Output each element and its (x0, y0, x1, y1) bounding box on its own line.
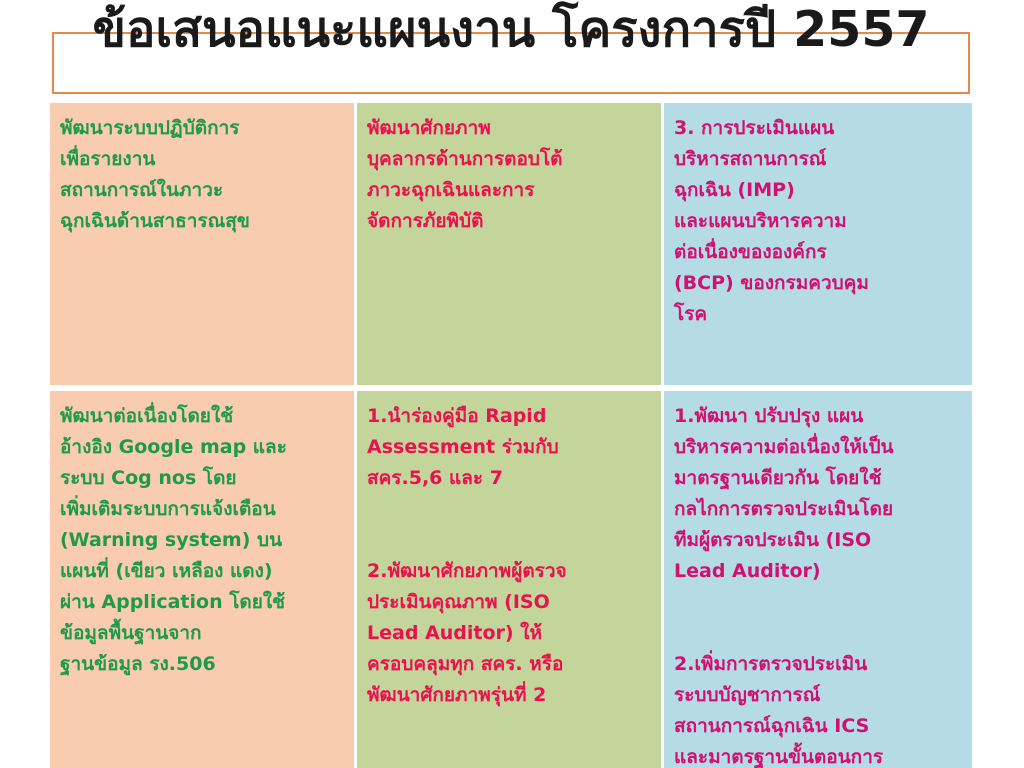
cell-item-1: 1.พัฒนา ปรับปรุง แผน บริหารความต่อเนื่องให้เป็น มาตรฐานเดียวกัน โดยใช้ กลไกการตรวจประเมินโดย ทีมผู้ตรวจประเมิน (ISO Lead Auditor) (674, 405, 894, 582)
table-cell-r1-c3 (664, 103, 972, 385)
cell-text: พัฒนาศักยภาพ บุคลากรด้านการตอบโต้ ภาวะฉุกเฉินและการ จัดการภัยพิบัติ (367, 117, 563, 232)
table-cell-r1-c2 (357, 103, 661, 385)
cell-item-2: 2.พัฒนาศักยภาพผู้ตรวจ ประเมินคุณภาพ (ISO Lead Auditor) ให้ ครอบคลุมทุก สคร. หรือ พัฒนาศักยภาพรุ่นที่ 2 (367, 560, 567, 706)
cell-text: พัฒนาต่อเนื่องโดยใช้ อ้างอิง Google map และ ระบบ Cog nos โดย เพิ่มเติมระบบการแจ้งเตือน (Warning system) บน แผนที่ (เขียว เหลือง แดง) ผ่าน Application โดยใช้ ข้อมูลพื้นฐานจาก ฐานข้อมูล รง.506 (60, 405, 287, 675)
table-cell-r2-c2 (357, 391, 661, 768)
table-cell-r1-c1 (50, 103, 354, 385)
cell-item-1: 1.นำร่องคู่มือ Rapid Assessment ร่วมกับ สคร.5,6 และ 7 (367, 405, 559, 489)
proposal-table (50, 103, 972, 768)
spacer (367, 494, 653, 556)
cell-item-2: 2.เพิ่มการตรวจประเมิน ระบบบัญชาการณ์ สถานการณ์ฉุกเฉิน ICS และมาตรฐานขั้นตอนการ (674, 653, 884, 768)
table-cell-r2-c1 (50, 391, 354, 768)
cell-text: พัฒนาระบบปฏิบัติการ เพื่อรายงาน สถานการณ์ในภาวะ ฉุกเฉินด้านสาธารณสุข (60, 117, 250, 232)
cell-text: 3. การประเมินแผน บริหารสถานการณ์ ฉุกเฉิน (IMP) และแผนบริหารความ ต่อเนื่องขององค์กร (BCP) ของกรมควบคุม โรค (674, 117, 869, 325)
table-cell-r2-c3 (664, 391, 972, 768)
slide-title: ข้อเสนอแนะแผนงาน โครงการปี 2557 (92, 1, 930, 58)
spacer (674, 587, 964, 649)
